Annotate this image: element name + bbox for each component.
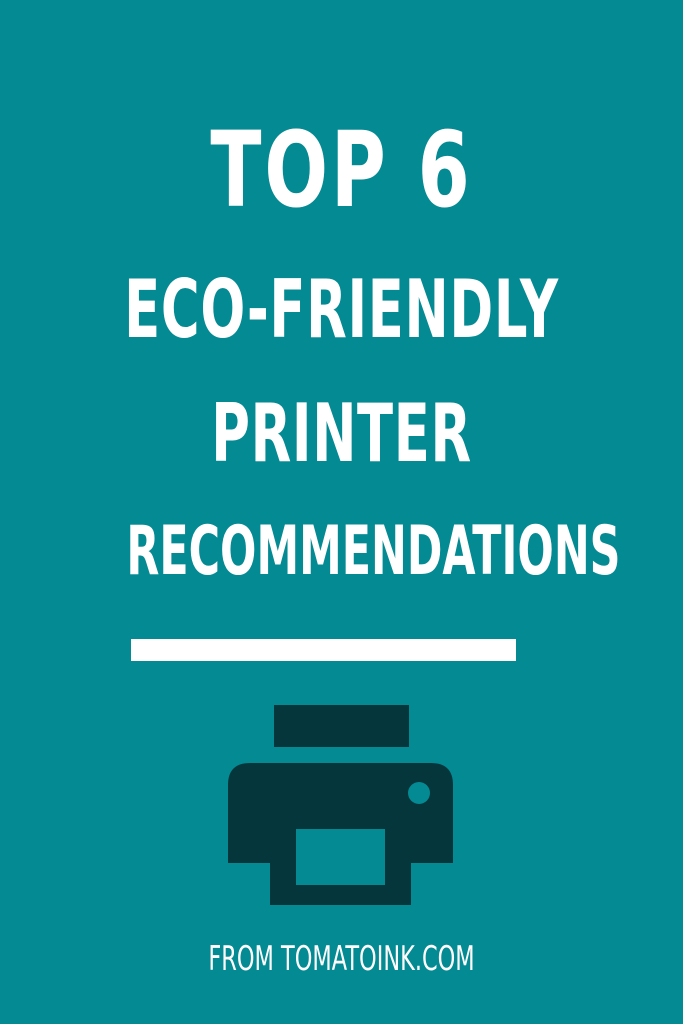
printer-output-paper bbox=[296, 829, 385, 885]
printer-indicator-light bbox=[408, 782, 430, 804]
divider-bar bbox=[131, 639, 516, 661]
footer-source: FROM TOMATOINK.COM bbox=[208, 939, 475, 979]
title-eco-friendly: ECO-FRIENDLY bbox=[124, 263, 559, 356]
title-printer: PRINTER bbox=[211, 387, 472, 480]
title-recommendations: RECOMMENDATIONS bbox=[126, 512, 621, 591]
title-top-6: TOP 6 bbox=[210, 109, 473, 231]
printer-icon bbox=[228, 705, 453, 905]
printer-top-paper bbox=[274, 705, 409, 747]
